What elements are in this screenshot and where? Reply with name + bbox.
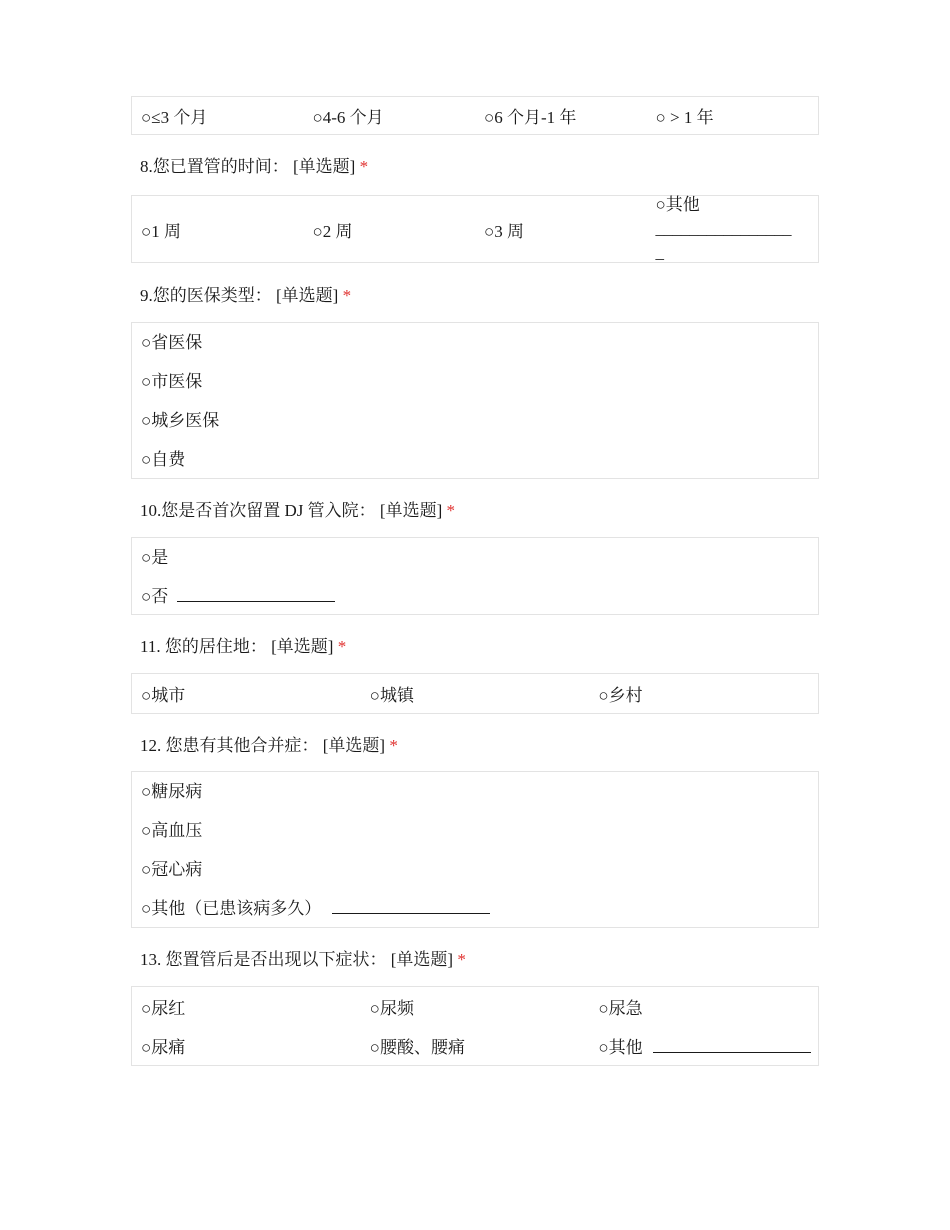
q9-title: 9.您的医保类型： [140, 286, 272, 305]
q11-options [131, 673, 819, 714]
q10-type: [单选题] [379, 501, 443, 520]
q13-blank-field[interactable] [653, 1038, 811, 1053]
q7-option[interactable]: ○6 个月-1 年 [484, 108, 577, 127]
required-mark: * [389, 736, 398, 755]
required-mark: * [359, 157, 369, 176]
q13-option[interactable]: ○尿红 [141, 999, 186, 1018]
q11-title: 11. 您的居住地： [140, 637, 267, 656]
q9-option[interactable]: ○省医保 [141, 333, 203, 352]
q12-title: 12. 您患有其他合并症： [140, 736, 319, 755]
q9-type: [单选题] [276, 286, 339, 305]
q7-option[interactable]: ○ > 1 年 [655, 108, 714, 127]
q9-option[interactable]: ○自费 [141, 450, 186, 469]
q13-option[interactable]: ○腰酸、腰痛 [369, 1038, 465, 1057]
q9-options [131, 322, 819, 479]
required-mark: * [446, 501, 455, 520]
q9-option[interactable]: ○城乡医保 [141, 411, 220, 430]
q8-other-blank[interactable]: ________________ [655, 219, 792, 238]
q9-option[interactable]: ○市医保 [141, 372, 203, 391]
q12-option[interactable]: ○高血压 [141, 821, 203, 840]
q8-option[interactable]: ○1 周 [141, 221, 182, 241]
questionnaire-page [131, 96, 819, 1066]
q13-option[interactable]: ○尿频 [369, 999, 414, 1018]
question-title [131, 156, 368, 178]
q12-header [131, 714, 819, 771]
q13-header [131, 928, 819, 986]
q7-options [131, 96, 819, 135]
q9-header [131, 263, 819, 322]
q13-row [132, 987, 818, 1026]
q12-option-other[interactable] [132, 889, 818, 928]
q11-option[interactable]: ○城镇 [369, 686, 414, 705]
q11-option[interactable]: ○乡村 [598, 686, 643, 705]
q13-options [131, 986, 819, 1066]
q10-option-no[interactable] [132, 577, 818, 616]
required-mark: * [342, 286, 352, 305]
q13-option-label: ○其他 [598, 1038, 643, 1057]
q8-options [131, 195, 819, 263]
q13-type: [单选题] [390, 950, 454, 969]
q7-option[interactable]: ○≤3 个月 [141, 108, 208, 127]
q13-title: 13. 您置管后是否出现以下症状： [140, 950, 387, 969]
q10-title: 10.您是否首次留置 DJ 管入院： [140, 501, 376, 520]
q12-option-label: ○其他（已患该病多久） [141, 899, 322, 918]
question-title [131, 500, 455, 522]
q11-option[interactable]: ○城市 [141, 686, 186, 705]
q13-option[interactable]: ○尿痛 [141, 1038, 186, 1057]
q12-type: [单选题] [322, 736, 386, 755]
q8-header [131, 135, 819, 195]
q8-type: [单选题] [293, 157, 356, 176]
q10-blank-field[interactable] [177, 587, 335, 602]
q7-option[interactable]: ○4-6 个月 [312, 108, 384, 127]
required-mark: * [457, 950, 466, 969]
q10-options [131, 537, 819, 615]
q8-title: 8.您已置管的时间： [140, 157, 289, 176]
required-mark: * [337, 637, 347, 656]
q13-option-other[interactable] [589, 1033, 818, 1058]
q12-option[interactable]: ○糖尿病 [141, 782, 203, 801]
question-title [131, 285, 351, 307]
q12-option[interactable]: ○冠心病 [141, 860, 203, 879]
q10-header [131, 479, 819, 537]
question-title [131, 735, 398, 757]
q13-row [132, 1026, 818, 1065]
q8-option[interactable]: ○2 周 [312, 221, 353, 241]
q8-option[interactable]: ○3 周 [484, 221, 525, 241]
question-title [131, 949, 466, 971]
q10-option-label: ○否 [141, 587, 169, 606]
q13-option[interactable]: ○尿急 [598, 999, 643, 1018]
q12-options [131, 771, 819, 928]
q10-option[interactable]: ○是 [141, 548, 169, 567]
q11-type: [单选题] [271, 637, 334, 656]
q8-other-label: ○其他 [655, 195, 700, 214]
q11-header [131, 615, 819, 673]
q12-blank-field[interactable] [332, 899, 490, 914]
question-title [131, 636, 346, 658]
q8-other-blank-tail: _ [655, 243, 664, 262]
q8-option-other[interactable] [647, 193, 819, 265]
